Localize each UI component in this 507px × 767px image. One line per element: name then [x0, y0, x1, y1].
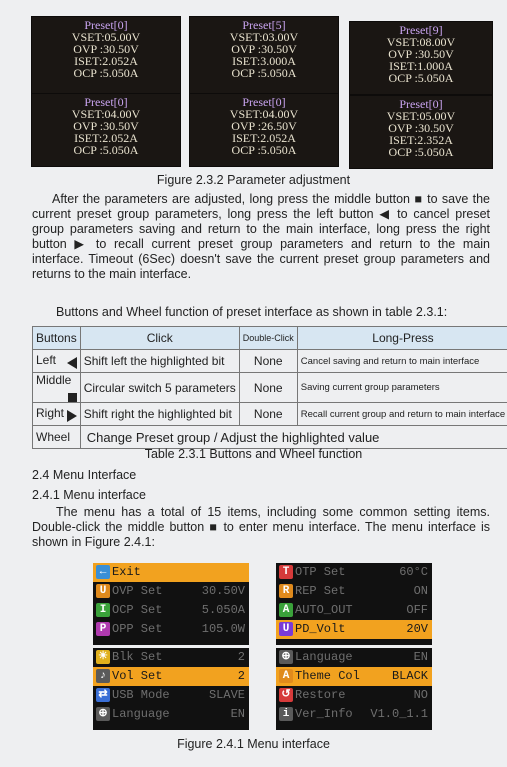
header-long-press: Long-Press	[297, 327, 507, 350]
button-name: Wheel	[33, 426, 81, 449]
preset-parameter-line: OVP :26.50V	[231, 119, 297, 133]
header-click: Click	[80, 327, 239, 350]
menu-item-value: OFF	[406, 603, 428, 617]
preset-parameter-line: OCP :5.050A	[388, 145, 454, 159]
header-buttons: Buttons	[33, 327, 81, 350]
menu-item-value: EN	[413, 650, 428, 664]
long-press-cell: Saving current group parameters	[297, 373, 507, 403]
preset-parameter-line: ISET:1.000A	[389, 59, 453, 73]
table-intro: Buttons and Wheel function of preset interface as shown in table 2.3.1:	[56, 305, 448, 319]
menu-item-icon: A	[279, 603, 293, 617]
preset-parameter-line: VSET:08.00V	[386, 35, 456, 49]
menu-item[interactable]	[276, 667, 432, 686]
preset-parameter-line: ISET:2.052A	[74, 131, 138, 145]
paragraph-parameter-save: After the parameters are adjusted, long press the middle button ■ to save the current preset group parameters, long press the left button ◀ to cancel preset group parameters saving and return to the main interface, long press the right button ▶ to recall current preset group parameters and return to the main interface. Timeout (6Sec) doesn't save the current preset group parameters and returns to the main interface.	[32, 192, 490, 281]
menu-item-label: Blk Set	[112, 650, 163, 664]
menu-item[interactable]	[93, 686, 249, 705]
preset-parameter-line: ISET:3.000A	[232, 54, 296, 68]
menu-item-icon: U	[279, 622, 293, 636]
right-arrow-icon	[67, 410, 77, 422]
preset-parameter-line: OCP :5.050A	[73, 66, 139, 80]
menu-item[interactable]	[93, 582, 249, 601]
menu-item-value: SLAVE	[208, 688, 245, 702]
menu-item[interactable]	[276, 705, 432, 724]
preset-parameter-line: OCP :5.050A	[231, 66, 297, 80]
menu-item-icon: ↺	[279, 688, 293, 702]
preset-title: Preset[5]	[242, 18, 286, 32]
menu-item-icon: I	[96, 603, 110, 617]
menu-item[interactable]	[93, 563, 249, 582]
menu-item-value: 30.50V	[201, 584, 245, 598]
menu-item-icon: ♪	[96, 669, 110, 683]
double-click-cell: None	[239, 373, 297, 403]
menu-item-icon: ⇄	[96, 688, 110, 702]
preset-parameter-line: VSET:04.00V	[229, 107, 299, 121]
menu-item-label: AUTO_OUT	[295, 603, 353, 617]
table-row	[33, 373, 507, 403]
menu-item-icon: ⊕	[96, 707, 110, 721]
menu-item-label: OVP Set	[112, 584, 163, 598]
click-cell: Shift right the highlighted bit	[80, 403, 239, 426]
menu-item[interactable]	[276, 582, 432, 601]
menu-item-label: Vol Set	[112, 669, 163, 683]
preset-lcd-panel	[32, 17, 180, 93]
menu-item-icon: i	[279, 707, 293, 721]
menu-item[interactable]	[276, 620, 432, 639]
section-heading-2-4-1: 2.4.1 Menu interface	[32, 488, 146, 502]
menu-item[interactable]	[93, 705, 249, 724]
menu-item-icon: R	[279, 584, 293, 598]
preset-title: Preset[0]	[84, 95, 128, 109]
menu-item-label: Exit	[112, 565, 141, 579]
long-press-cell: Recall current group and return to main interface	[297, 403, 507, 426]
figure-caption-2-4-1: Figure 2.4.1 Menu interface	[177, 737, 330, 751]
preset-parameter-line: OVP :30.50V	[73, 119, 139, 133]
menu-item-icon: ☀	[96, 650, 110, 664]
menu-item-value: NO	[413, 688, 428, 702]
preset-title: Preset[0]	[399, 97, 443, 111]
menu-item[interactable]	[276, 601, 432, 620]
menu-item[interactable]	[276, 686, 432, 705]
menu-item[interactable]	[93, 667, 249, 686]
preset-parameter-line: VSET:03.00V	[229, 30, 299, 44]
preset-parameter-line: OCP :5.050A	[388, 71, 454, 85]
preset-parameter-line: OCP :5.050A	[231, 143, 297, 157]
square-icon	[68, 393, 77, 402]
table-row	[33, 350, 507, 373]
preset-parameter-line: VSET:05.00V	[386, 109, 456, 123]
menu-item-value: 20V	[406, 622, 428, 636]
menu-item-icon: A	[279, 669, 293, 683]
buttons-wheel-table	[32, 326, 507, 449]
menu-item-value: 2	[237, 669, 245, 683]
menu-screen-right-top	[276, 563, 432, 645]
menu-item-value: ON	[413, 584, 428, 598]
table-row	[33, 426, 507, 449]
preset-parameter-line: OVP :30.50V	[388, 121, 454, 135]
preset-title: Preset[9]	[399, 23, 443, 37]
menu-item-icon: ⊕	[279, 650, 293, 664]
preset-parameter-line: VSET:05.00V	[71, 30, 141, 44]
figure-caption-2-3-2: Figure 2.3.2 Parameter adjustment	[156, 173, 351, 187]
menu-item-value: BLACK	[391, 669, 428, 683]
menu-item-icon: ←	[96, 565, 110, 579]
section-heading-2-4: 2.4 Menu Interface	[32, 468, 137, 482]
header-double-click: Double-Click	[239, 327, 297, 350]
menu-item-label: Language	[295, 650, 353, 664]
preset-lcd-panel	[350, 96, 492, 168]
table-caption: Table 2.3.1 Buttons and Wheel function	[144, 447, 363, 461]
menu-item-icon: U	[96, 584, 110, 598]
menu-item-label: Restore	[295, 688, 346, 702]
preset-parameter-line: VSET:04.00V	[71, 107, 141, 121]
preset-parameter-line: OCP :5.050A	[73, 143, 139, 157]
menu-item-value: 2	[237, 650, 245, 664]
paragraph-menu: The menu has a total of 15 items, including some common setting items. Double-click the middle button ■ to enter menu interface. The menu interface is shown in Figure 2.4.1:	[32, 505, 490, 549]
button-name: Right	[36, 406, 65, 420]
menu-item[interactable]	[93, 620, 249, 639]
menu-item-label: PD_Volt	[295, 622, 346, 636]
menu-item-value: 5.050A	[201, 603, 245, 617]
preset-parameter-line: ISET:2.052A	[232, 131, 296, 145]
wheel-function-cell: Change Preset group / Adjust the highlighted value	[80, 426, 507, 449]
double-click-cell: None	[239, 403, 297, 426]
preset-parameter-line: OVP :30.50V	[388, 47, 454, 61]
preset-lcd-panel	[350, 22, 492, 94]
menu-screen-left-top	[93, 563, 249, 645]
menu-screen-left-bottom	[93, 648, 249, 730]
menu-item-label: Theme Col	[295, 669, 360, 683]
preset-parameter-line: OVP :30.50V	[73, 42, 139, 56]
menu-item-label: USB Mode	[112, 688, 170, 702]
preset-lcd-panel	[190, 94, 338, 166]
menu-item[interactable]	[276, 563, 432, 582]
left-arrow-icon	[67, 357, 77, 369]
click-cell: Circular switch 5 parameters	[80, 373, 239, 403]
preset-parameter-line: ISET:2.352A	[389, 133, 453, 147]
menu-item-icon: P	[96, 622, 110, 636]
menu-item-value: EN	[230, 707, 245, 721]
menu-item-label: Ver_Info	[295, 707, 353, 721]
menu-item-label: OPP Set	[112, 622, 163, 636]
preset-parameter-line: OVP :30.50V	[231, 42, 297, 56]
menu-item[interactable]	[93, 601, 249, 620]
menu-item-value: 60°C	[399, 565, 428, 579]
menu-item-label: OTP Set	[295, 565, 346, 579]
long-press-cell: Cancel saving and return to main interface	[297, 350, 507, 373]
menu-screen-right-bottom	[276, 648, 432, 730]
preset-lcd-panel	[190, 17, 338, 93]
button-name: Left	[36, 353, 57, 367]
menu-item[interactable]	[93, 648, 249, 667]
preset-title: Preset[0]	[84, 18, 128, 32]
menu-item-value: 105.0W	[201, 622, 245, 636]
click-cell: Shift left the highlighted bit	[80, 350, 239, 373]
table-row	[33, 403, 507, 426]
menu-item[interactable]	[276, 648, 432, 667]
menu-item-value: V1.0_1.1	[370, 707, 428, 721]
preset-parameter-line: ISET:2.052A	[74, 54, 138, 68]
menu-item-label: OCP Set	[112, 603, 163, 617]
button-name: Middle	[36, 373, 72, 387]
menu-item-label: Language	[112, 707, 170, 721]
double-click-cell: None	[239, 350, 297, 373]
menu-item-label: REP Set	[295, 584, 346, 598]
menu-item-icon: T	[279, 565, 293, 579]
preset-title: Preset[0]	[242, 95, 286, 109]
preset-lcd-panel	[32, 94, 180, 166]
